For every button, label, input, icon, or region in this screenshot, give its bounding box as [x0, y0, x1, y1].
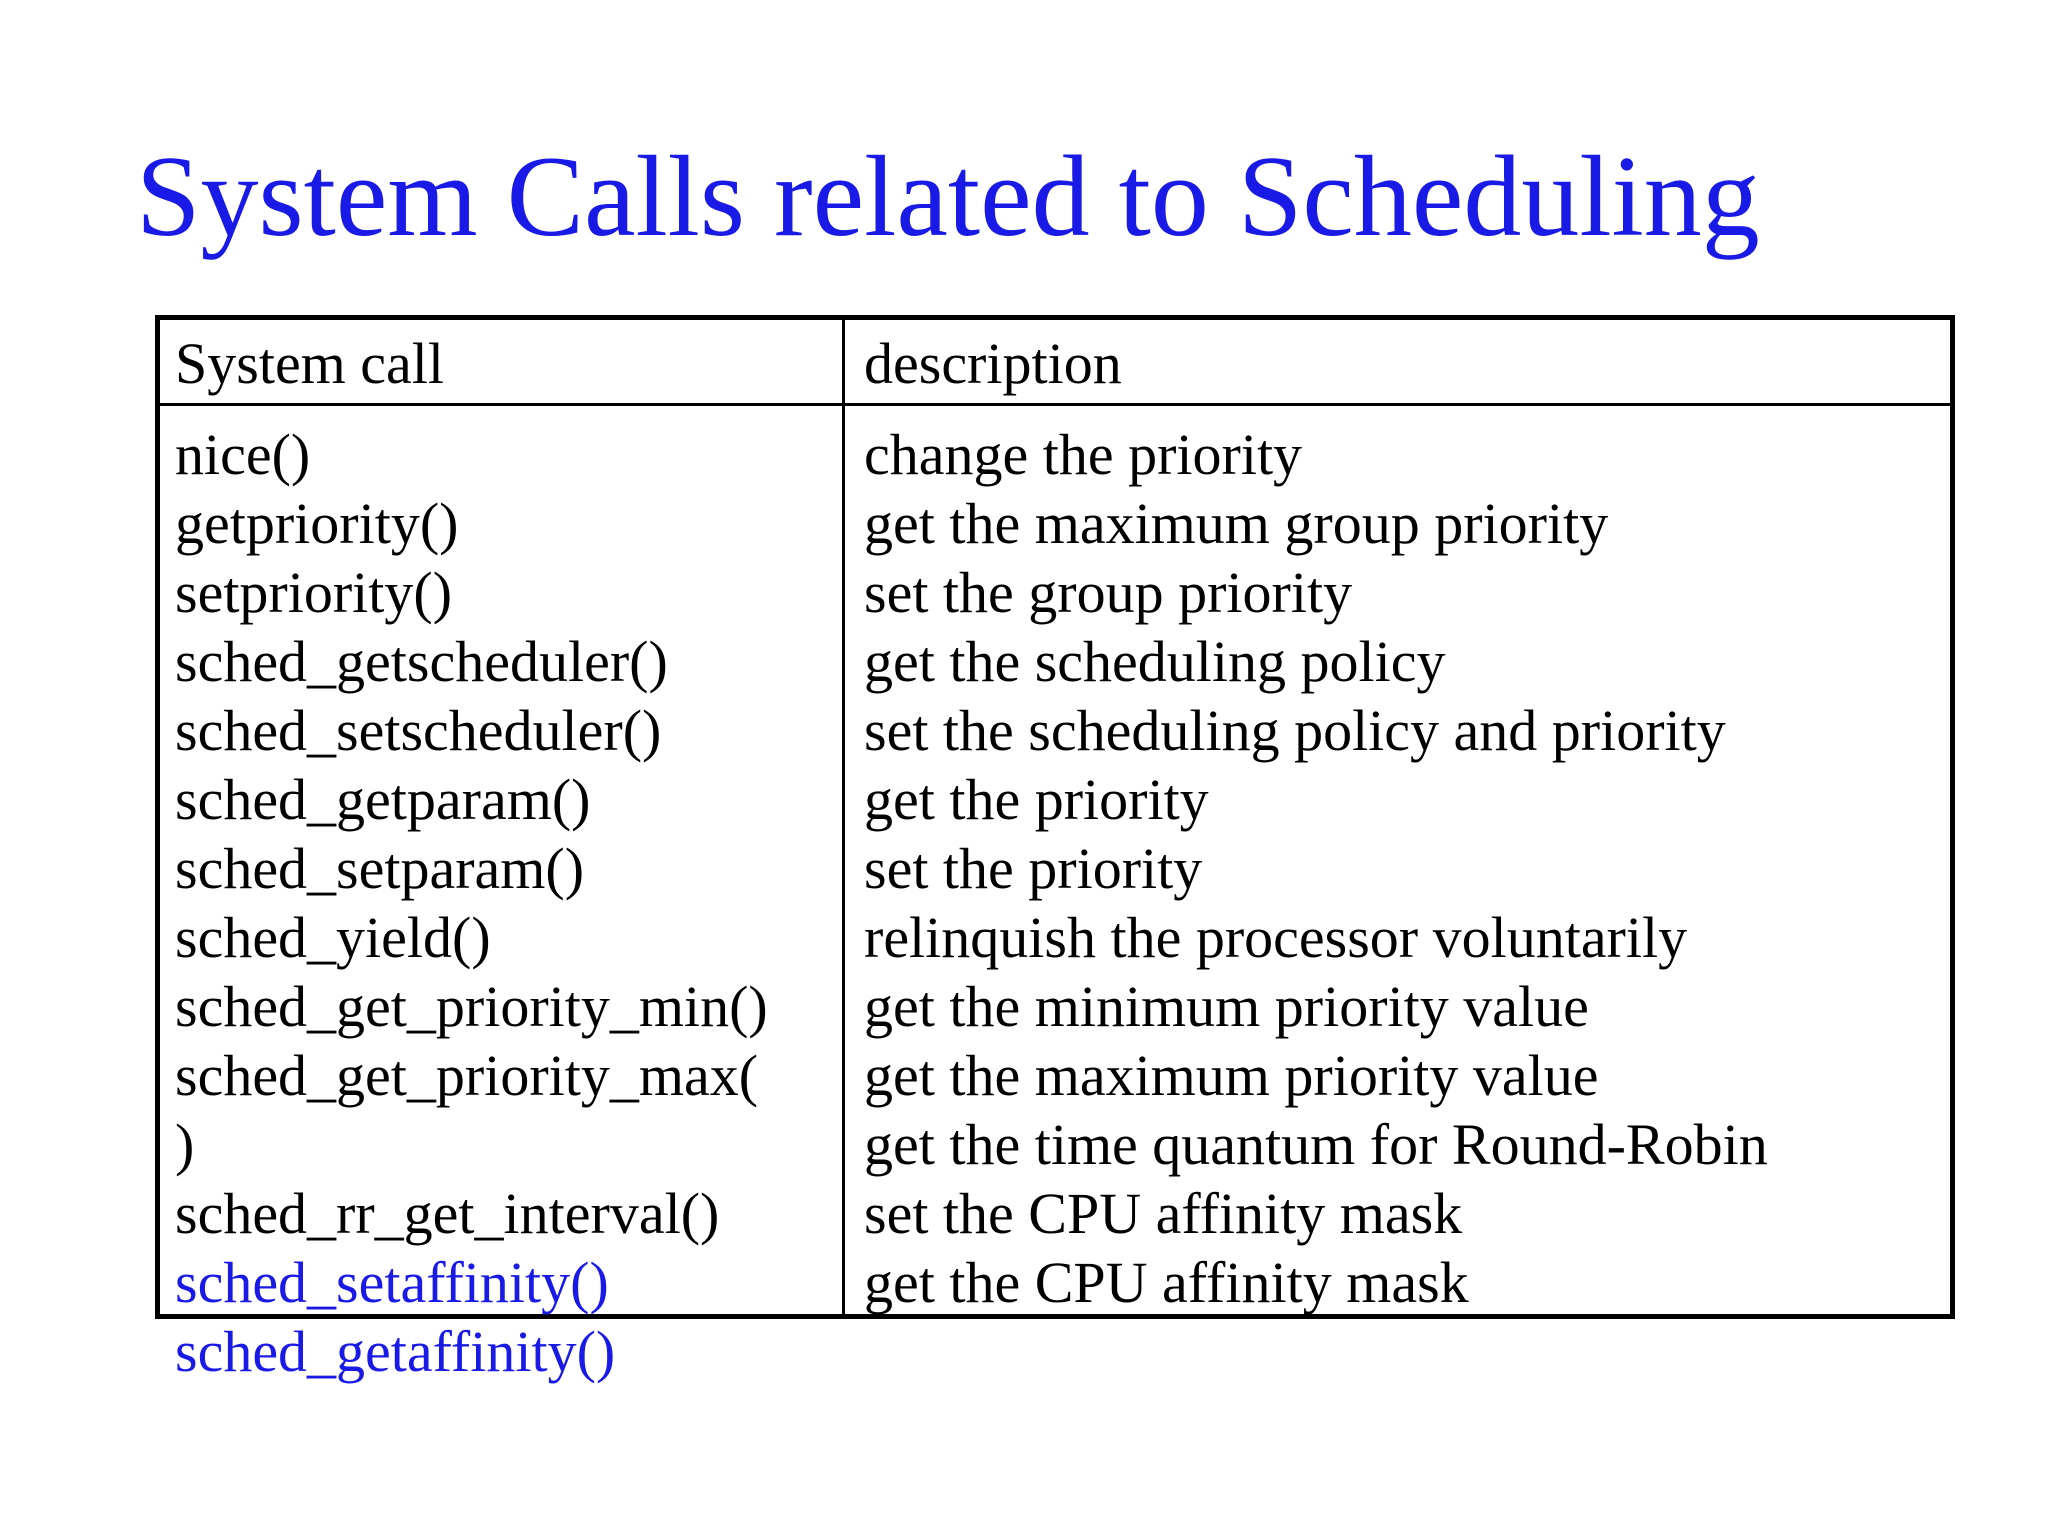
description-item: get the maximum group priority	[864, 491, 1609, 556]
description-item: get the time quantum for Round-Robin	[864, 1112, 1768, 1177]
system-call-item: )	[175, 1112, 195, 1177]
system-call-item: sched_getscheduler()	[175, 629, 668, 694]
system-call-item: sched_getparam()	[175, 767, 591, 832]
header-description: description	[864, 331, 1122, 396]
system-call-item: sched_get_priority_max(	[175, 1043, 759, 1108]
description-item: change the priority	[864, 422, 1303, 487]
description-item: relinquish the processor voluntarily	[864, 905, 1688, 970]
header-rule	[155, 403, 1955, 406]
description-item: set the scheduling policy and priority	[864, 698, 1726, 763]
system-call-item: sched_setaffinity()	[175, 1250, 609, 1315]
description-list	[864, 420, 1768, 1317]
system-call-item: sched_yield()	[175, 905, 491, 970]
system-call-item: sched_setscheduler()	[175, 698, 662, 763]
description-item: set the group priority	[864, 560, 1353, 625]
description-item: get the maximum priority value	[864, 1043, 1599, 1108]
system-call-item: sched_rr_get_interval()	[175, 1181, 720, 1246]
description-item: get the CPU affinity mask	[864, 1250, 1469, 1315]
description-item: set the priority	[864, 836, 1203, 901]
system-call-item: getpriority()	[175, 491, 459, 556]
slide-title: System Calls related to Scheduling	[136, 133, 1760, 261]
system-call-item: sched_setparam()	[175, 836, 585, 901]
system-call-list	[175, 420, 768, 1386]
description-item: get the minimum priority value	[864, 974, 1589, 1039]
column-divider	[842, 315, 845, 1319]
system-call-item: nice()	[175, 422, 311, 487]
system-call-item: sched_getaffinity()	[175, 1319, 616, 1384]
header-system-call: System call	[175, 331, 445, 396]
description-item: get the scheduling policy	[864, 629, 1446, 694]
description-item: set the CPU affinity mask	[864, 1181, 1463, 1246]
description-item: get the priority	[864, 767, 1209, 832]
system-call-item: sched_get_priority_min()	[175, 974, 768, 1039]
system-call-item: setpriority()	[175, 560, 453, 625]
